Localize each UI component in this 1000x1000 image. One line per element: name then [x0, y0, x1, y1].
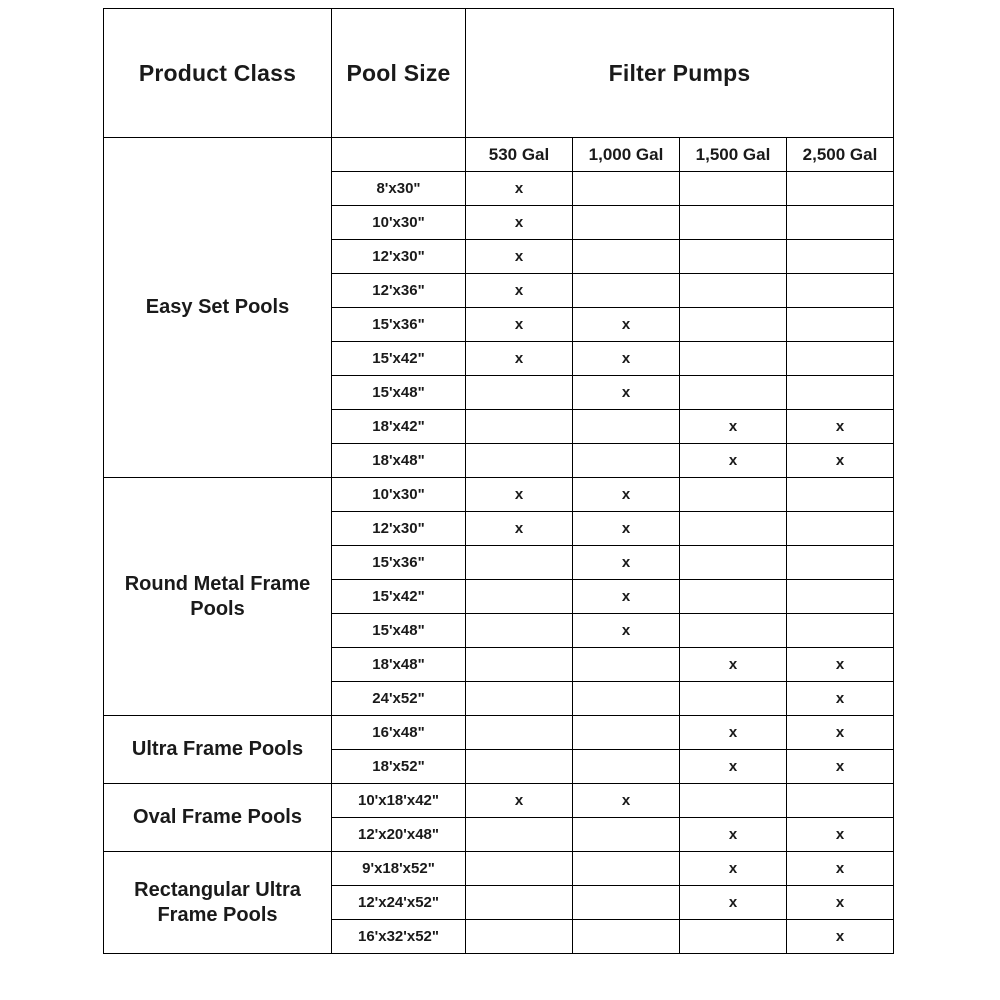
compat-cell: [787, 784, 894, 818]
compat-cell: [787, 580, 894, 614]
compat-cell: x: [466, 274, 573, 308]
compat-cell: [787, 240, 894, 274]
compat-cell: [573, 750, 680, 784]
compat-cell: [573, 240, 680, 274]
compat-cell: [680, 682, 787, 716]
compat-cell: x: [787, 818, 894, 852]
pump-column-header: 1,000 Gal: [573, 138, 680, 172]
compat-cell: x: [787, 410, 894, 444]
compat-cell: x: [680, 444, 787, 478]
pool-size-cell: 15'x42": [332, 580, 466, 614]
compat-cell: [466, 580, 573, 614]
compat-cell: [573, 682, 680, 716]
compat-cell: [466, 614, 573, 648]
compat-cell: x: [787, 886, 894, 920]
compat-cell: x: [573, 512, 680, 546]
compat-cell: [680, 920, 787, 954]
compat-cell: x: [680, 750, 787, 784]
table-row: [104, 784, 894, 818]
compat-cell: [680, 376, 787, 410]
pool-size-cell: 12'x30": [332, 240, 466, 274]
compat-cell: x: [787, 852, 894, 886]
compat-cell: [466, 920, 573, 954]
table-row: [104, 852, 894, 886]
compat-cell: [466, 716, 573, 750]
pump-header-row: [104, 138, 894, 172]
compat-cell: [573, 444, 680, 478]
compat-cell: [573, 206, 680, 240]
compat-cell: [680, 308, 787, 342]
compat-cell: [787, 512, 894, 546]
compat-cell: [787, 206, 894, 240]
header-product-class: Product Class: [104, 9, 332, 138]
compat-cell: [466, 410, 573, 444]
class-label-0: Easy Set Pools: [104, 138, 332, 478]
compat-cell: x: [680, 410, 787, 444]
pool-size-cell: 16'x48": [332, 716, 466, 750]
compat-cell: [466, 376, 573, 410]
compat-cell: x: [787, 682, 894, 716]
compat-cell: [787, 546, 894, 580]
pool-size-cell: 15'x36": [332, 546, 466, 580]
compat-cell: x: [680, 716, 787, 750]
pool-size-cell: 12'x36": [332, 274, 466, 308]
compat-cell: [680, 580, 787, 614]
pool-size-cell: 10'x30": [332, 206, 466, 240]
compat-cell: [466, 546, 573, 580]
compat-cell: [680, 274, 787, 308]
class-label-3: Oval Frame Pools: [104, 784, 332, 852]
table-header-row: [104, 9, 894, 138]
pool-pump-compatibility-table: [103, 8, 894, 954]
pool-size-cell: 10'x18'x42": [332, 784, 466, 818]
compat-cell: x: [680, 886, 787, 920]
compat-cell: x: [787, 444, 894, 478]
compat-cell: [466, 682, 573, 716]
compat-cell: [680, 478, 787, 512]
compat-cell: x: [680, 648, 787, 682]
pool-size-cell: 8'x30": [332, 172, 466, 206]
compat-cell: [680, 546, 787, 580]
pool-size-cell: 24'x52": [332, 682, 466, 716]
pool-size-cell: 12'x20'x48": [332, 818, 466, 852]
compat-cell: [787, 308, 894, 342]
pool-size-cell: 16'x32'x52": [332, 920, 466, 954]
compat-cell: x: [787, 648, 894, 682]
compat-cell: [680, 206, 787, 240]
compat-cell: [573, 852, 680, 886]
compat-cell: x: [466, 172, 573, 206]
pool-size-cell: 9'x18'x52": [332, 852, 466, 886]
compat-cell: [573, 410, 680, 444]
pool-size-cell: 18'x48": [332, 444, 466, 478]
class-label-1: Round Metal Frame Pools: [104, 478, 332, 716]
compat-cell: [787, 274, 894, 308]
compat-cell: x: [466, 784, 573, 818]
pool-size-cell: 15'x48": [332, 376, 466, 410]
compat-cell: x: [573, 784, 680, 818]
compat-cell: x: [573, 546, 680, 580]
compat-cell: x: [466, 308, 573, 342]
compat-cell: [680, 172, 787, 206]
compat-cell: [787, 478, 894, 512]
compat-cell: x: [787, 920, 894, 954]
compat-cell: [573, 818, 680, 852]
compat-cell: [787, 376, 894, 410]
compat-cell: x: [787, 750, 894, 784]
pump-column-header: 1,500 Gal: [680, 138, 787, 172]
header-filter-pumps: Filter Pumps: [466, 9, 894, 138]
class-label-2: Ultra Frame Pools: [104, 716, 332, 784]
compat-cell: x: [466, 240, 573, 274]
compat-cell: x: [680, 818, 787, 852]
compat-cell: [466, 818, 573, 852]
pump-column-header: 2,500 Gal: [787, 138, 894, 172]
pool-size-cell: 18'x52": [332, 750, 466, 784]
compat-cell: [680, 240, 787, 274]
compat-cell: x: [466, 342, 573, 376]
compat-cell: [787, 614, 894, 648]
compat-cell: [573, 886, 680, 920]
pool-size-cell: 15'x48": [332, 614, 466, 648]
compat-cell: [466, 648, 573, 682]
compat-cell: [573, 172, 680, 206]
table-row: [104, 478, 894, 512]
table-row: [104, 716, 894, 750]
compat-cell: [680, 512, 787, 546]
compat-cell: [573, 274, 680, 308]
pool-size-cell: 15'x42": [332, 342, 466, 376]
compat-cell: x: [680, 852, 787, 886]
compat-cell: [787, 172, 894, 206]
class-label-4: Rectangular Ultra Frame Pools: [104, 852, 332, 954]
compat-cell: [573, 648, 680, 682]
compat-cell: x: [573, 580, 680, 614]
compat-cell: x: [787, 716, 894, 750]
compat-cell: [466, 750, 573, 784]
compat-cell: [466, 886, 573, 920]
size-header-blank: [332, 138, 466, 172]
pump-column-header: 530 Gal: [466, 138, 573, 172]
compat-cell: [573, 920, 680, 954]
compat-cell: [573, 716, 680, 750]
pool-size-cell: 18'x42": [332, 410, 466, 444]
compat-cell: x: [573, 376, 680, 410]
pool-size-cell: 18'x48": [332, 648, 466, 682]
pool-size-cell: 12'x24'x52": [332, 886, 466, 920]
pool-size-cell: 15'x36": [332, 308, 466, 342]
pool-size-cell: 12'x30": [332, 512, 466, 546]
compat-cell: [466, 444, 573, 478]
compat-cell: x: [573, 342, 680, 376]
compat-cell: x: [466, 478, 573, 512]
compat-cell: x: [573, 614, 680, 648]
compat-cell: [680, 784, 787, 818]
pool-size-cell: 10'x30": [332, 478, 466, 512]
header-pool-size: Pool Size: [332, 9, 466, 138]
compat-cell: x: [466, 512, 573, 546]
compat-cell: [466, 852, 573, 886]
compat-cell: [787, 342, 894, 376]
compat-cell: x: [573, 308, 680, 342]
compat-cell: x: [573, 478, 680, 512]
compat-cell: [680, 614, 787, 648]
compat-cell: x: [466, 206, 573, 240]
compat-cell: [680, 342, 787, 376]
